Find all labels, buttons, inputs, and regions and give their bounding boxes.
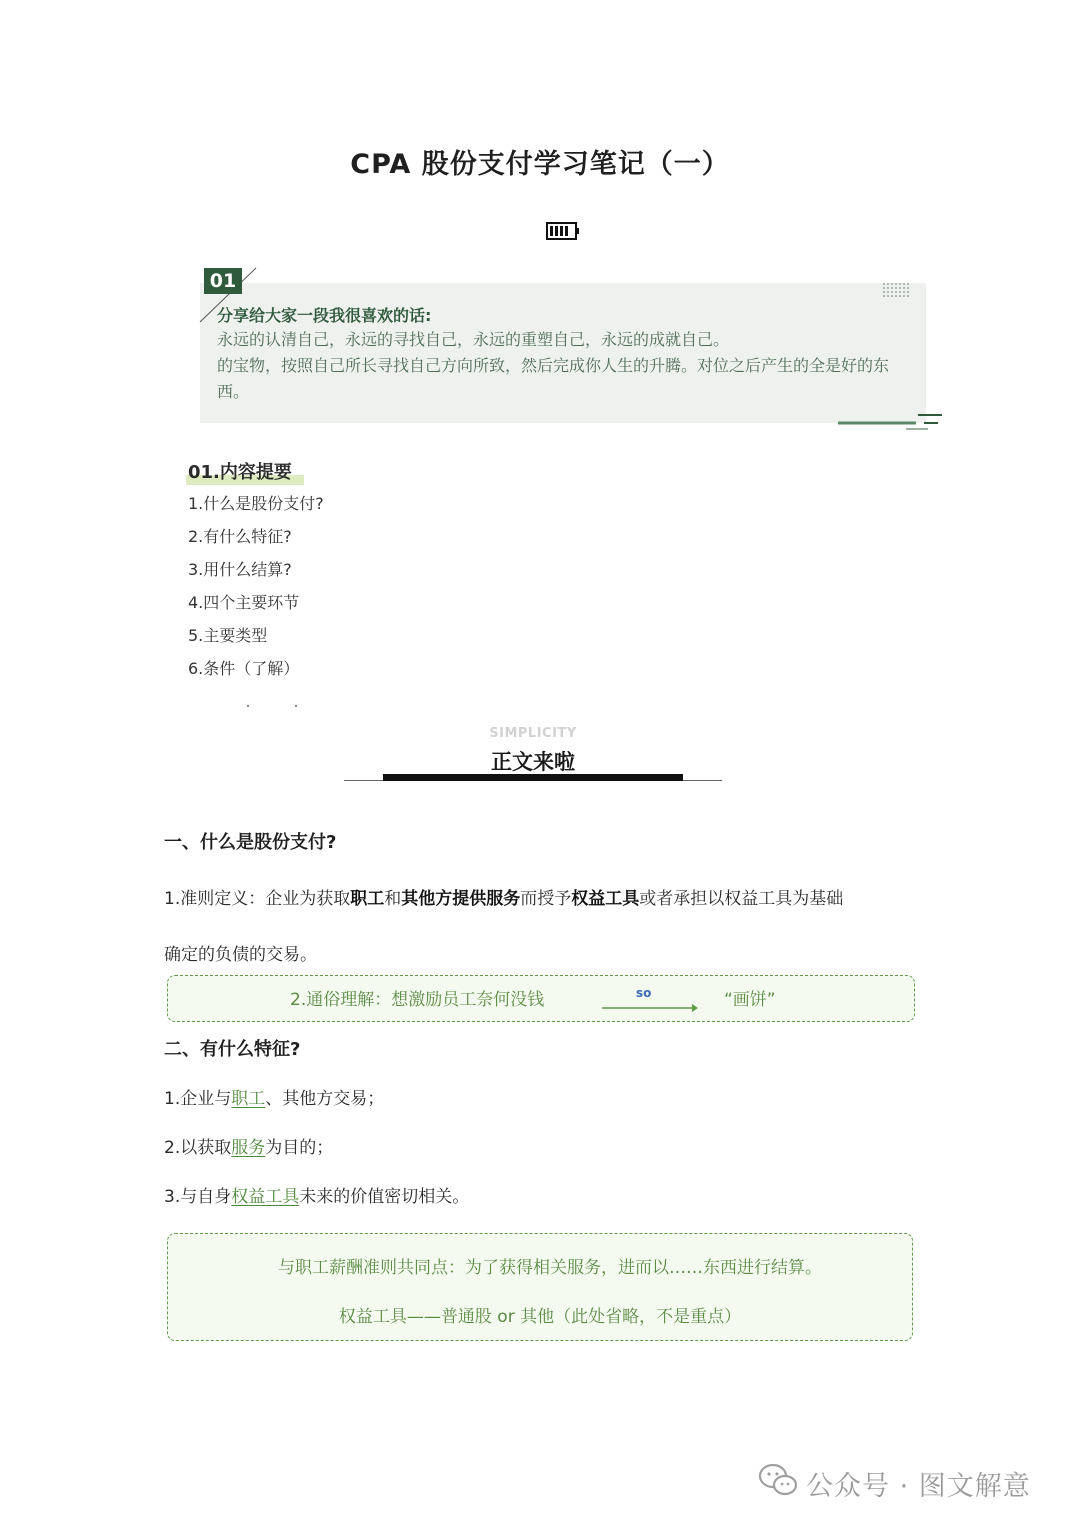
page-title: CPA 股份支付学习笔记（一） (350, 149, 730, 180)
quote-line: 西。 (217, 382, 250, 401)
summary-heading: 01.内容提要 (188, 462, 292, 483)
wechat-icon (758, 1462, 798, 1498)
result-label: “画饼” (724, 990, 776, 1010)
definition-line-2: 确定的负债的交易。 (164, 945, 317, 965)
quote-line: 永远的认清自己，永远的寻找自己，永远的重塑自己，永远的成就自己。 (217, 330, 730, 349)
decorative-marks (244, 702, 304, 710)
feature-item: 2.以获取服务为目的； (164, 1138, 334, 1158)
feature-item: 3.与自身权益工具未来的价值密切相关。 (164, 1187, 470, 1207)
decorative-lines (838, 412, 942, 432)
section-heading: 正文来啦 (491, 750, 575, 774)
battery-icon (546, 222, 580, 240)
summary-item: 4.四个主要环节 (188, 593, 300, 612)
quote-line: 的宝物，按照自己所长寻找自己方向所致，然后完成你人生的升腾。对位之后产生的全是好的东 (217, 356, 890, 375)
feature-item: 1.企业与职工、其他方交易； (164, 1089, 385, 1109)
summary-item: 3.用什么结算? (188, 560, 292, 579)
section-1-title: 一、什么是股份支付? (164, 832, 337, 853)
right-arrow-icon (600, 998, 700, 1018)
section-2-title: 二、有什么特征? (164, 1039, 301, 1060)
summary-item: 1.什么是股份支付? (188, 494, 324, 513)
watermark-text: 公众号 · 图文解意 (806, 1471, 1031, 1502)
dots-grid-icon (882, 282, 912, 298)
heading-divider-thick (383, 774, 683, 781)
equity-instrument-line: 权益工具——普通股 or 其他（此处省略，不是重点） (338, 1307, 742, 1327)
definition-line-1: 1.准则定义：企业为获取职工和其他方提供服务而授予权益工具或者承担以权益工具为基础 (164, 889, 844, 909)
common-point-line: 与职工薪酬准则共同点：为了获得相关服务，进而以……东西进行结算。 (278, 1258, 822, 1278)
summary-item: 2.有什么特征? (188, 527, 292, 546)
summary-item: 5.主要类型 (188, 626, 268, 645)
quote-badge: 01 (204, 268, 242, 294)
quote-heading: 分享给大家一段我很喜欢的话: (217, 306, 432, 325)
section-kicker: SIMPLICITY (489, 726, 577, 741)
summary-item: 6.条件（了解） (188, 659, 300, 678)
popular-understanding-text: 2.通俗理解：想激励员工奈何没钱 (290, 990, 545, 1010)
arrow-label: so (636, 986, 652, 1000)
